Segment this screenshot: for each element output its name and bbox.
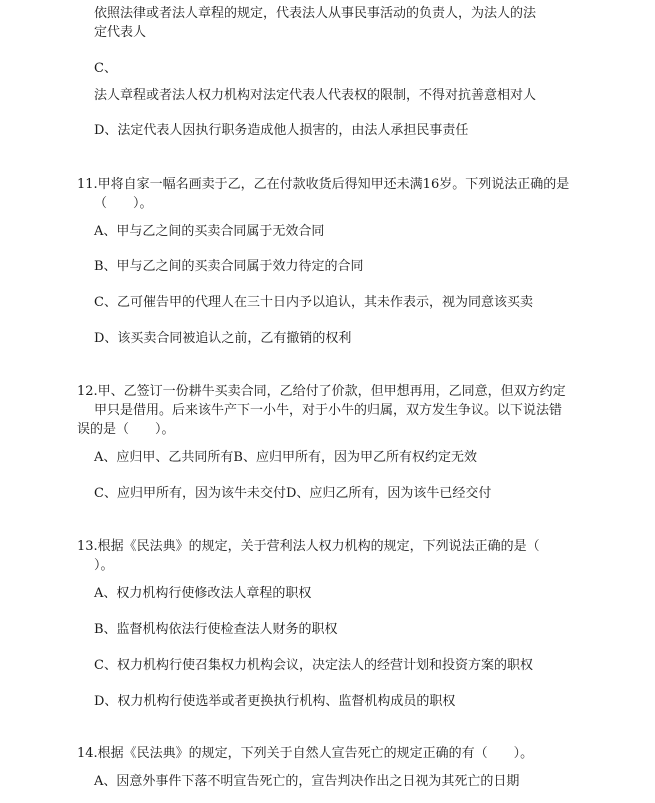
question-13-stem: 13.根据《民法典》的规定，关于营利法人权力机构的规定，下列说法正确的是（ <box>77 539 540 554</box>
option-d-text: D、法定代表人因执行职务造成他人损害的，由法人承担民事责任 <box>94 123 469 138</box>
question-12-stem: 12.甲、乙签订一份耕牛买卖合同，乙给付了价款，但甲想再用，乙同意，但双方约定 <box>77 384 566 399</box>
question-11-option-d: D、该买卖合同被追认之前，乙有撤销的权利 <box>94 331 352 346</box>
question-13-option-d: D、权力机构行使选举或者更换执行机构、监督机构成员的职权 <box>94 694 456 709</box>
question-14-option-a: A、因意外事件下落不明宣告死亡的，宣告判决作出之日视为其死亡的日期 <box>94 774 520 789</box>
question-12-stem-cont: 甲只是借用。后来该牛产下一小牛，对于小牛的归属，双方发生争议。以下说法错 <box>94 403 563 418</box>
question-11-stem-cont: （ ）。 <box>94 196 153 211</box>
question-13-option-a: A、权力机构行使修改法人章程的职权 <box>94 586 312 601</box>
question-12-stem-end: 误的是（ ）。 <box>77 422 175 437</box>
option-c-label: C、 <box>94 61 117 76</box>
question-14-stem: 14.根据《民法典》的规定，下列关于自然人宣告死亡的规定正确的有（ ）。 <box>77 746 534 761</box>
question-11-option-a: A、甲与乙之间的买卖合同属于无效合同 <box>94 224 325 239</box>
option-c-text: 法人章程或者法人权力机构对法定代表人代表权的限制，不得对抗善意相对人 <box>94 88 537 103</box>
question-12-option-ab: A、应归甲、乙共同所有B、应归甲所有，因为甲乙所有权约定无效 <box>94 450 477 465</box>
question-11-option-b: B、甲与乙之间的买卖合同属于效力待定的合同 <box>94 259 364 274</box>
intro-line-1: 依照法律或者法人章程的规定，代表法人从事民事活动的负责人，为法人的法 <box>94 6 537 21</box>
intro-line-2: 定代表人 <box>94 25 147 40</box>
question-12-option-cd: C、应归甲所有，因为该牛未交付D、应归乙所有，因为该牛已经交付 <box>94 486 492 501</box>
question-13-stem-cont: ）。 <box>94 558 114 573</box>
question-11-stem: 11.甲将自家一幅名画卖于乙，乙在付款收货后得知甲还未满16岁。下列说法正确的是 <box>77 177 570 192</box>
question-11-option-c: C、乙可催告甲的代理人在三十日内予以追认，其未作表示，视为同意该买卖 <box>94 295 533 310</box>
question-13-option-c: C、权力机构行使召集权力机构会议，决定法人的经营计划和投资方案的职权 <box>94 658 533 673</box>
question-13-option-b: B、监督机构依法行使检查法人财务的职权 <box>94 622 338 637</box>
